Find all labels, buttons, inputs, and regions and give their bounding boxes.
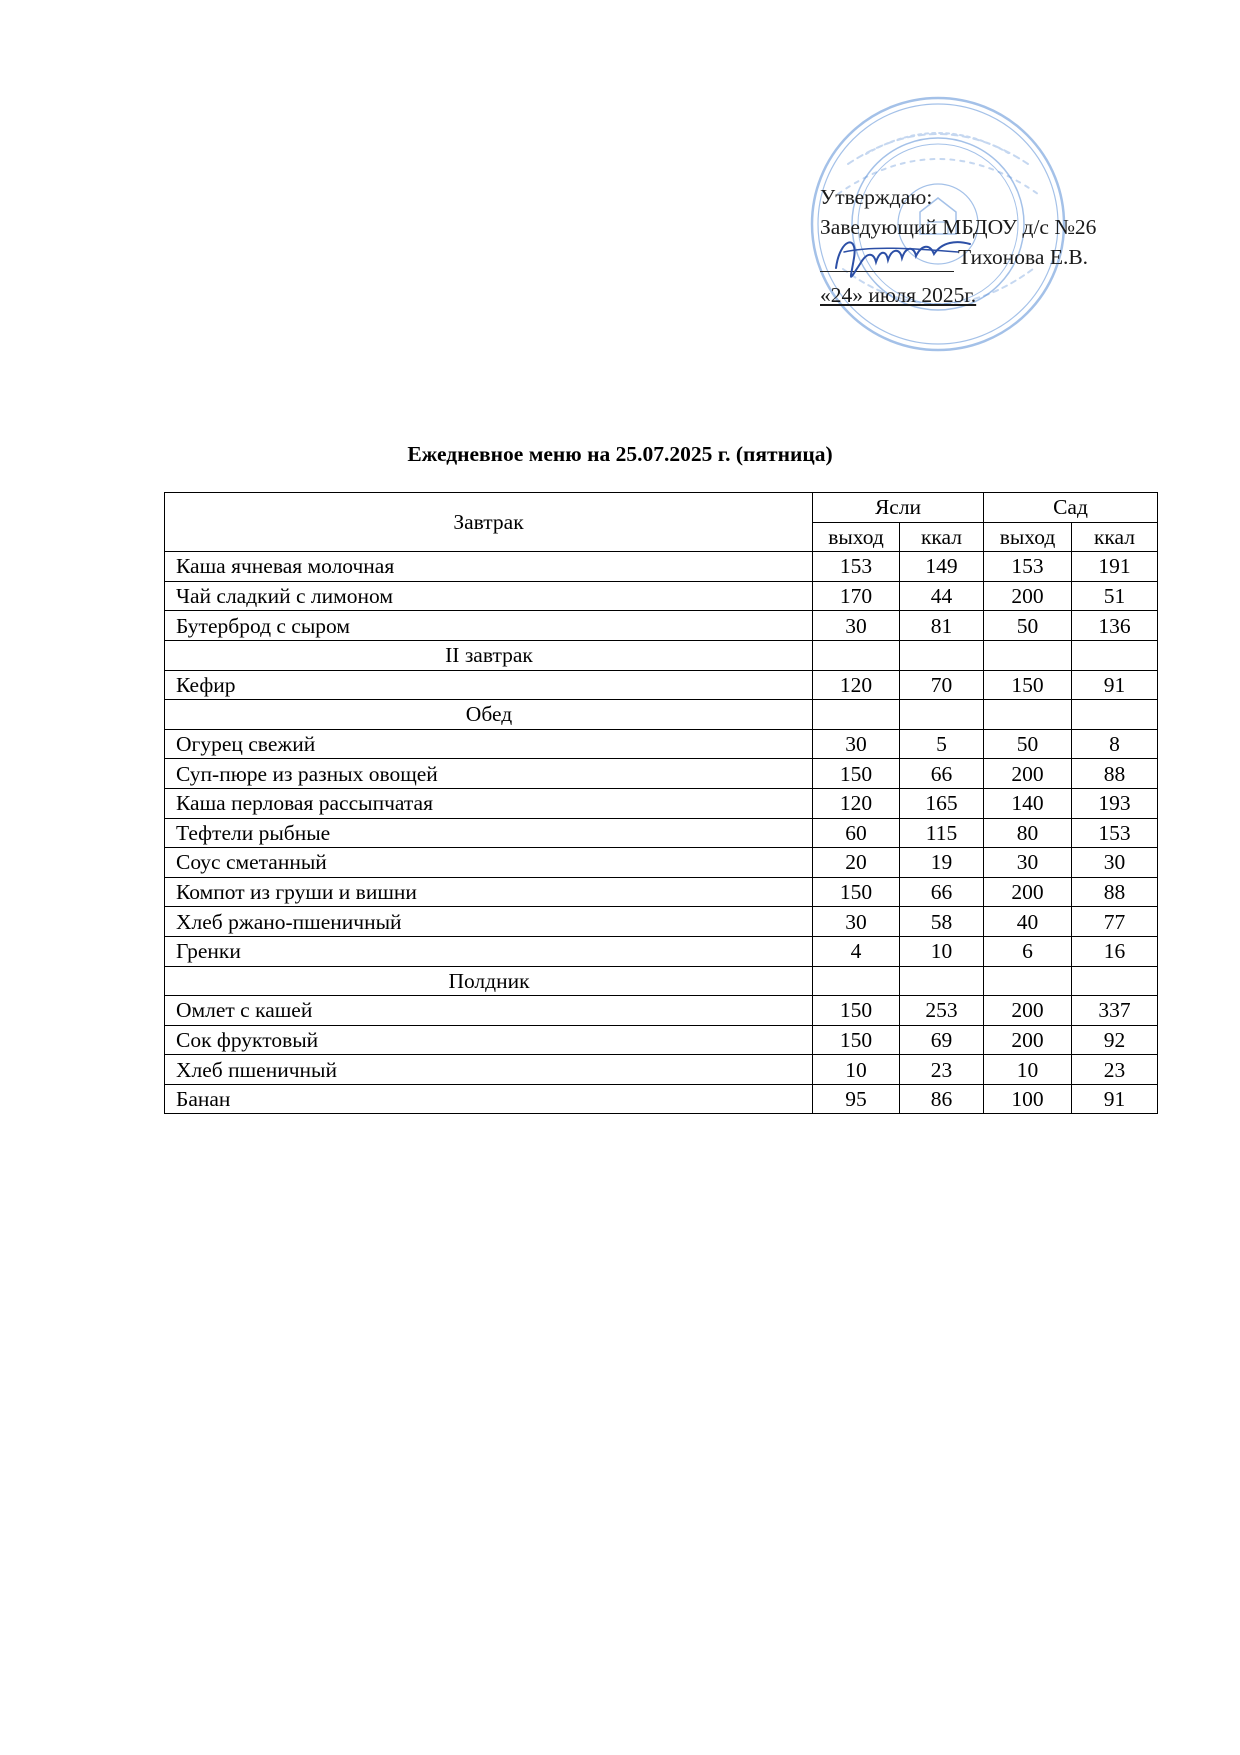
subheader-kcal: ккал xyxy=(1072,522,1158,552)
dish-name: Каша перловая рассыпчатая xyxy=(165,788,813,818)
kindergarten-kcal-cell: 92 xyxy=(1072,1025,1158,1055)
subheader-kcal: ккал xyxy=(900,522,984,552)
approve-label: Утверждаю: xyxy=(820,185,933,209)
table-row xyxy=(165,581,1158,611)
kindergarten-kcal-cell: 91 xyxy=(1072,670,1158,700)
kindergarten-output-cell: 100 xyxy=(984,1084,1072,1114)
table-row xyxy=(165,936,1158,966)
kindergarten-output-cell: 40 xyxy=(984,907,1072,937)
table-row xyxy=(165,877,1158,907)
dish-name: Каша ячневая молочная xyxy=(165,552,813,582)
nursery-output-cell: 20 xyxy=(813,848,900,878)
handwritten-signature xyxy=(830,228,980,286)
kindergarten-kcal-cell: 8 xyxy=(1072,729,1158,759)
approver-position: Заведующий МБДОУ д/с №26 xyxy=(820,215,1097,239)
empty-cell xyxy=(1072,966,1158,996)
kindergarten-output-cell: 200 xyxy=(984,996,1072,1026)
section-row xyxy=(165,966,1158,996)
kindergarten-kcal-cell: 51 xyxy=(1072,581,1158,611)
subheader-output: выход xyxy=(813,522,900,552)
table-row xyxy=(165,729,1158,759)
table-row xyxy=(165,996,1158,1026)
kindergarten-kcal-cell: 91 xyxy=(1072,1084,1158,1114)
kindergarten-output-cell: 10 xyxy=(984,1055,1072,1085)
nursery-kcal-cell: 149 xyxy=(900,552,984,582)
menu-table-body xyxy=(165,552,1158,1114)
kindergarten-kcal-cell: 88 xyxy=(1072,877,1158,907)
section-title: Полдник xyxy=(165,966,813,996)
nursery-kcal-cell: 70 xyxy=(900,670,984,700)
nursery-output-cell: 30 xyxy=(813,907,900,937)
kindergarten-output-cell: 150 xyxy=(984,670,1072,700)
table-row xyxy=(165,1025,1158,1055)
nursery-kcal-cell: 5 xyxy=(900,729,984,759)
kindergarten-output-cell: 30 xyxy=(984,848,1072,878)
nursery-kcal-cell: 86 xyxy=(900,1084,984,1114)
empty-cell xyxy=(1072,640,1158,670)
nursery-output-cell: 150 xyxy=(813,1025,900,1055)
kindergarten-output-cell: 200 xyxy=(984,759,1072,789)
dish-name: Омлет с кашей xyxy=(165,996,813,1026)
dish-name: Бутерброд с сыром xyxy=(165,611,813,641)
kindergarten-kcal-cell: 153 xyxy=(1072,818,1158,848)
menu-table xyxy=(164,492,1158,1114)
section-title: II завтрак xyxy=(165,640,813,670)
kindergarten-output-cell: 200 xyxy=(984,581,1072,611)
nursery-kcal-cell: 19 xyxy=(900,848,984,878)
nursery-kcal-cell: 58 xyxy=(900,907,984,937)
dish-name: Банан xyxy=(165,1084,813,1114)
kindergarten-output-cell: 200 xyxy=(984,1025,1072,1055)
header-meal: Завтрак xyxy=(165,493,813,552)
table-row xyxy=(165,670,1158,700)
empty-cell xyxy=(813,640,900,670)
empty-cell xyxy=(984,966,1072,996)
approver-name: Тихонова Е.В. xyxy=(958,245,1089,269)
kindergarten-output-cell: 200 xyxy=(984,877,1072,907)
nursery-output-cell: 10 xyxy=(813,1055,900,1085)
dish-name: Гренки xyxy=(165,936,813,966)
nursery-output-cell: 150 xyxy=(813,996,900,1026)
nursery-kcal-cell: 23 xyxy=(900,1055,984,1085)
empty-cell xyxy=(900,966,984,996)
nursery-kcal-cell: 66 xyxy=(900,759,984,789)
section-title: Обед xyxy=(165,700,813,730)
kindergarten-kcal-cell: 88 xyxy=(1072,759,1158,789)
table-row xyxy=(165,848,1158,878)
dish-name: Чай сладкий с лимоном xyxy=(165,581,813,611)
kindergarten-kcal-cell: 16 xyxy=(1072,936,1158,966)
kindergarten-kcal-cell: 191 xyxy=(1072,552,1158,582)
document-title: Ежедневное меню на 25.07.2025 г. (пятница) xyxy=(407,442,833,466)
dish-name: Соус сметанный xyxy=(165,848,813,878)
approval-date: «24» июля 2025г. xyxy=(820,283,977,307)
table-row xyxy=(165,818,1158,848)
nursery-output-cell: 150 xyxy=(813,759,900,789)
dish-name: Сок фруктовый xyxy=(165,1025,813,1055)
dish-name: Хлеб ржано-пшеничный xyxy=(165,907,813,937)
dish-name: Суп-пюре из разных овощей xyxy=(165,759,813,789)
kindergarten-output-cell: 50 xyxy=(984,611,1072,641)
nursery-kcal-cell: 165 xyxy=(900,788,984,818)
dish-name: Компот из груши и вишни xyxy=(165,877,813,907)
kindergarten-kcal-cell: 193 xyxy=(1072,788,1158,818)
dish-name: Огурец свежий xyxy=(165,729,813,759)
nursery-output-cell: 120 xyxy=(813,670,900,700)
nursery-output-cell: 60 xyxy=(813,818,900,848)
subheader-output: выход xyxy=(984,522,1072,552)
nursery-kcal-cell: 115 xyxy=(900,818,984,848)
dish-name: Кефир xyxy=(165,670,813,700)
nursery-kcal-cell: 44 xyxy=(900,581,984,611)
dish-name: Тефтели рыбные xyxy=(165,818,813,848)
kindergarten-output-cell: 153 xyxy=(984,552,1072,582)
kindergarten-output-cell: 50 xyxy=(984,729,1072,759)
kindergarten-kcal-cell: 30 xyxy=(1072,848,1158,878)
nursery-kcal-cell: 69 xyxy=(900,1025,984,1055)
table-row xyxy=(165,1055,1158,1085)
table-row xyxy=(165,759,1158,789)
header-group-nursery: Ясли xyxy=(813,493,984,523)
nursery-output-cell: 120 xyxy=(813,788,900,818)
dish-name: Хлеб пшеничный xyxy=(165,1055,813,1085)
nursery-output-cell: 153 xyxy=(813,552,900,582)
table-row xyxy=(165,611,1158,641)
section-row xyxy=(165,640,1158,670)
nursery-kcal-cell: 66 xyxy=(900,877,984,907)
nursery-output-cell: 170 xyxy=(813,581,900,611)
table-row xyxy=(165,1084,1158,1114)
table-row xyxy=(165,552,1158,582)
nursery-output-cell: 4 xyxy=(813,936,900,966)
kindergarten-kcal-cell: 77 xyxy=(1072,907,1158,937)
section-row xyxy=(165,700,1158,730)
empty-cell xyxy=(813,966,900,996)
header-group-kindergarten: Сад xyxy=(984,493,1158,523)
empty-cell xyxy=(900,700,984,730)
kindergarten-output-cell: 6 xyxy=(984,936,1072,966)
table-row xyxy=(165,788,1158,818)
empty-cell xyxy=(984,640,1072,670)
empty-cell xyxy=(1072,700,1158,730)
empty-cell xyxy=(900,640,984,670)
nursery-output-cell: 30 xyxy=(813,729,900,759)
nursery-output-cell: 150 xyxy=(813,877,900,907)
nursery-output-cell: 95 xyxy=(813,1084,900,1114)
nursery-kcal-cell: 253 xyxy=(900,996,984,1026)
empty-cell xyxy=(984,700,1072,730)
kindergarten-kcal-cell: 136 xyxy=(1072,611,1158,641)
table-row xyxy=(165,907,1158,937)
nursery-kcal-cell: 81 xyxy=(900,611,984,641)
nursery-kcal-cell: 10 xyxy=(900,936,984,966)
kindergarten-kcal-cell: 23 xyxy=(1072,1055,1158,1085)
kindergarten-output-cell: 140 xyxy=(984,788,1072,818)
empty-cell xyxy=(813,700,900,730)
kindergarten-output-cell: 80 xyxy=(984,818,1072,848)
kindergarten-kcal-cell: 337 xyxy=(1072,996,1158,1026)
nursery-output-cell: 30 xyxy=(813,611,900,641)
